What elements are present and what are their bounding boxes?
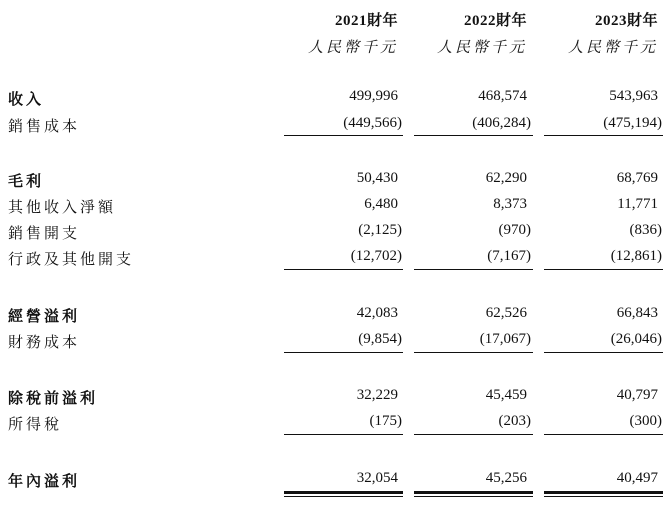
row-label: 銷售開支 <box>8 226 81 242</box>
cell-2022: 468,574 <box>478 88 527 104</box>
subtotal-rule <box>544 135 663 136</box>
unit-header: 人民幣千元 <box>567 40 658 56</box>
row-label: 所得稅 <box>8 417 63 433</box>
subtotal-rule <box>544 352 663 353</box>
total-double-rule <box>284 491 403 497</box>
row-label: 行政及其他開支 <box>8 252 135 268</box>
cell-2022: 62,290 <box>485 170 527 186</box>
cell-2022: (203) <box>498 413 531 429</box>
cell-2021: (12,702) <box>350 248 402 264</box>
year-header: 2021財年 <box>334 13 398 29</box>
row-label: 其他收入淨額 <box>8 200 117 216</box>
cell-2021: 32,229 <box>356 387 398 403</box>
cell-2023: 11,771 <box>617 196 658 212</box>
cell-2021: (449,566) <box>343 115 402 131</box>
subtotal-rule <box>544 434 663 435</box>
subtotal-rule <box>414 434 533 435</box>
cell-2021: (175) <box>369 413 402 429</box>
year-header: 2022財年 <box>463 13 527 29</box>
cell-2022: (970) <box>498 222 531 238</box>
subtotal-rule <box>544 269 663 270</box>
cell-2023: (836) <box>629 222 662 238</box>
total-double-rule <box>544 491 663 497</box>
cell-2022: 8,373 <box>493 196 527 212</box>
row-label: 財務成本 <box>8 335 81 351</box>
row-label: 年內溢利 <box>8 474 81 490</box>
subtotal-rule <box>284 269 403 270</box>
unit-header: 人民幣千元 <box>307 40 398 56</box>
cell-2022: (406,284) <box>472 115 531 131</box>
cell-2022: (17,067) <box>479 331 531 347</box>
cell-2021: 499,996 <box>349 88 398 104</box>
cell-2022: (7,167) <box>487 248 531 264</box>
subtotal-rule <box>414 352 533 353</box>
subtotal-rule <box>284 352 403 353</box>
cell-2022: 45,459 <box>485 387 527 403</box>
cell-2023: (12,861) <box>610 248 662 264</box>
cell-2023: 40,497 <box>616 470 658 486</box>
row-label: 收入 <box>8 92 45 108</box>
cell-2023: 543,963 <box>609 88 658 104</box>
cell-2023: (475,194) <box>603 115 662 131</box>
cell-2021: 6,480 <box>364 196 398 212</box>
cell-2021: (9,854) <box>358 331 402 347</box>
cell-2022: 62,526 <box>485 305 527 321</box>
cell-2021: 32,054 <box>356 470 398 486</box>
year-header: 2023財年 <box>594 13 658 29</box>
cell-2023: 40,797 <box>616 387 658 403</box>
row-label: 除稅前溢利 <box>8 391 99 407</box>
subtotal-rule <box>284 135 403 136</box>
cell-2023: (26,046) <box>610 331 662 347</box>
subtotal-rule <box>414 269 533 270</box>
cell-2023: (300) <box>629 413 662 429</box>
row-label: 毛利 <box>8 174 45 190</box>
cell-2021: (2,125) <box>358 222 402 238</box>
cell-2021: 50,430 <box>356 170 398 186</box>
cell-2023: 68,769 <box>616 170 658 186</box>
cell-2022: 45,256 <box>485 470 527 486</box>
cell-2023: 66,843 <box>616 305 658 321</box>
total-double-rule <box>414 491 533 497</box>
cell-2021: 42,083 <box>356 305 398 321</box>
subtotal-rule <box>284 434 403 435</box>
row-label: 經營溢利 <box>8 309 81 325</box>
row-label: 銷售成本 <box>8 119 81 135</box>
unit-header: 人民幣千元 <box>436 40 527 56</box>
subtotal-rule <box>414 135 533 136</box>
